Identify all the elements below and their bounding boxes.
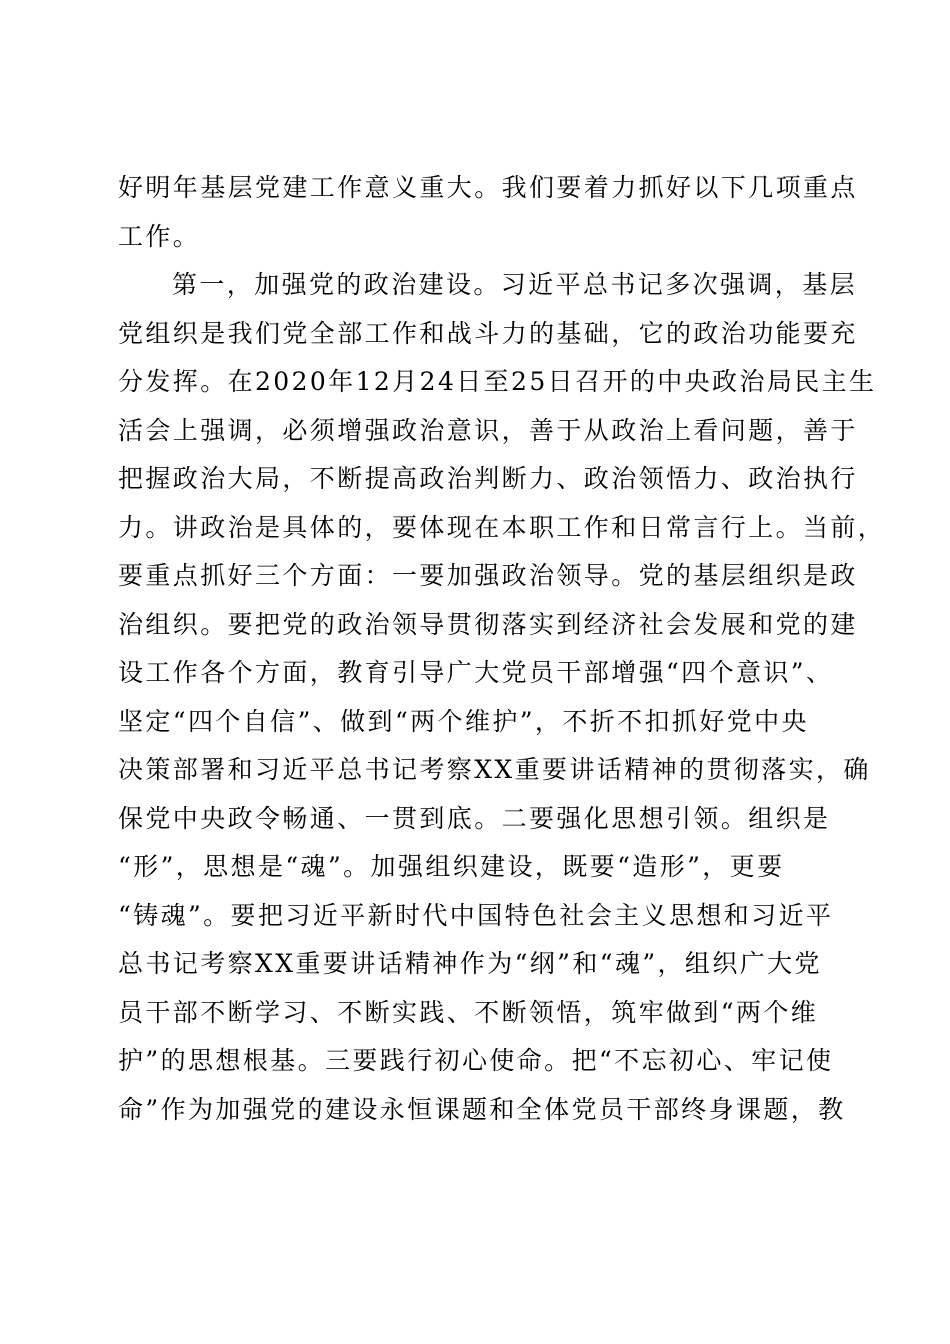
text-line: 要重点抓好三个方面：一要加强政治领导。党的基层组织是政 (118, 561, 858, 590)
text-line: 坚定“四个自信”、做到“两个维护”，不折不扣抓好党中央 (118, 706, 809, 736)
text-line: 员干部不断学习、不断实践、不断领悟，筑牢做到“两个维 (118, 997, 819, 1027)
text-line: “形”，思想是“魂”。加强组织建设，既要“造形”，更要 (118, 852, 785, 881)
text-line: 护”的思想根基。三要践行初心使命。把“不忘初心、牢记使 (118, 1046, 834, 1075)
text-line: “铸魂”。要把习近平新时代中国特色社会主义思想和习近平 (118, 900, 834, 930)
text-line: 设工作各个方面，教育引导广大党员干部增强“四个意识”、 (118, 658, 834, 687)
text-line: 决策部署和习近平总书记考察XX重要讲话精神的贯彻落实，确 (118, 755, 871, 784)
text-line: 党组织是我们党全部工作和战斗力的基础，它的政治功能要充 (118, 318, 858, 348)
body-text (118, 164, 886, 1134)
text-line: 力。讲政治是具体的，要体现在本职工作和日常言行上。当前， (118, 512, 886, 542)
paragraph-start-line: 第一，加强党的政治建设。习近平总书记多次强调，基层 (172, 270, 858, 299)
text-line: 活会上强调，必须增强政治意识，善于从政治上看问题，善于 (118, 415, 858, 445)
text-line: 治组织。要把党的政治领导贯彻落实到经济社会发展和党的建 (118, 609, 858, 639)
text-line: 命”作为加强党的建设永恒课题和全体党员干部终身课题，教 (118, 1094, 846, 1124)
text-line: 保党中央政令畅通、一贯到底。二要强化思想引领。组织是 (118, 803, 831, 833)
text-line: 总书记考察XX重要讲话精神作为“纲”和“魂”，组织广大党 (118, 949, 822, 978)
text-line: 好明年基层党建工作意义重大。我们要着力抓好以下几项重点 (118, 173, 858, 202)
text-line: 分发挥。在2020年12月24日至25日召开的中央政治局民主生 (118, 367, 877, 396)
text-line: 把握政治大局，不断提高政治判断力、政治领悟力、政治执行 (118, 464, 858, 493)
text-line: 工作。 (118, 221, 201, 251)
